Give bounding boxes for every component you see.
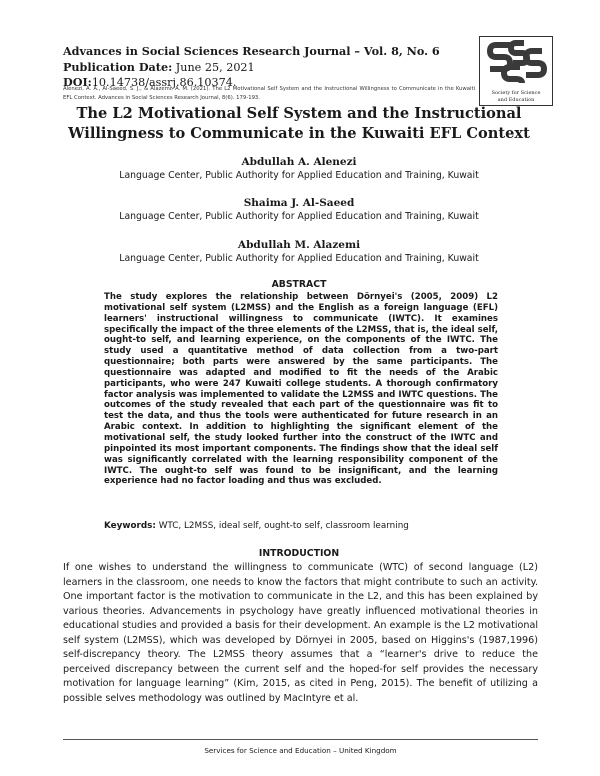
keywords-label: Keywords: — [104, 521, 156, 531]
footer-divider — [63, 739, 538, 740]
journal-name: Advances in Social Sciences Research Journal – Vol. 8, No. 6 — [63, 44, 440, 58]
abstract-heading: ABSTRACT — [271, 279, 327, 290]
page-footer: Services for Science and Education – United Kingdom — [204, 746, 397, 755]
introduction-heading: INTRODUCTION — [258, 548, 340, 559]
author-name-3: Abdullah M. Alazemi — [237, 239, 361, 251]
doi: DOI:10.14738/assrj.86.10374. — [63, 75, 237, 89]
introduction-text: If one wishes to understand the willingness to communicate (WTC) of second language (L2) learners in the classroom, one needs to know the factors that might contribute to such an activity. One important factor is the motivation to communicate in the L2, and this has been explained by various theories. Advancements in psychology have greatly influenced motivational theories in educational studies and provided a basis for their development. An example is the L2 motivational self system (L2MSS), which was developed by Dörnyei in 2005, based on Higgins's (1987,1996) self-discrepancy theory. The L2MSS theory assumes that a “learner's drive to reduce the perceived discrepancy between the current self and the hoped-for self provides the necessary motivation for language learning” (Kim, 2015, as cited in Peng, 2015). The benefit of utilizing a possible selves methodology was outlined by MacIntyre et al. — [63, 562, 538, 704]
paper-title: The L2 Motivational Self System and the Instructional Willingness to Communicate in the Kuwaiti EFL Context — [68, 105, 530, 142]
publication-date: Publication Date: June 25, 2021 — [63, 59, 255, 74]
society-logo — [479, 36, 553, 106]
doi-link[interactable]: 10.14738/assrj.86.10374. — [91, 76, 237, 89]
keywords — [104, 520, 524, 532]
keywords-text: WTC, L2MSS, ideal self, ought-to self, classroom learning — [158, 521, 409, 531]
author-name-2: Shaima J. Al-Saeed — [243, 197, 355, 209]
author-affiliation-2: Language Center, Public Authority for Applied Education and Training, Kuwait — [119, 211, 479, 222]
author-affiliation-1: Language Center, Public Authority for Applied Education and Training, Kuwait — [119, 170, 479, 181]
author-name-1: Abdullah A. Alenezi — [241, 156, 357, 168]
logo-caption: Society for Science and Education — [491, 90, 541, 103]
author-affiliation-3: Language Center, Public Authority for Applied Education and Training, Kuwait — [119, 253, 479, 264]
abstract-text: The study explores the relationship between Dörnyei's (2005, 2009) L2 motivational self system (L2MSS) and the English as a foreign language (EFL) learners' instructional willingness to communicate (IWTC). It examines specifically the impact of the three elements of the L2MSS, that is, the ideal self, ought-to self, and learning experience, on the components of the IWTC. The study used a quantitative method of data collection from a two-part questionnaire; both parts were answered by the same participants. The questionnaire was adapted and modified to fit the needs of the Arabic participants, who were 247 Kuwaiti college students. A thorough confirmatory factor analysis was implemented to validate the L2MSS and IWTC questions. The outcomes of the study revealed that each part of the questionnaire was fit to test the data, and thus the tools were authenticated for future research in an Arabic context. In addition to highlighting the significant element of the motivational self, the study looked further into the construct of the IWTC and pinpointed its most important components. The findings show that the ideal self was significantly correlated with the learning responsibility component of the IWTC. The ought-to self was found to be insignificant, and the learning experience had no factor loading and thus was excluded. — [104, 292, 498, 487]
sse-logo-icon — [480, 37, 552, 89]
journal-header — [63, 44, 463, 91]
citation-line: Alenezi, A. A., Al-Saeed, S. J., & Alazemi, A. M. (2021). The L2 Motivational Self System and the Instructional Willingness to Communicate in the Kuwaiti EFL Context. Advances in Social Sciences Research Journal, 8(6). 179-193. — [63, 86, 475, 101]
